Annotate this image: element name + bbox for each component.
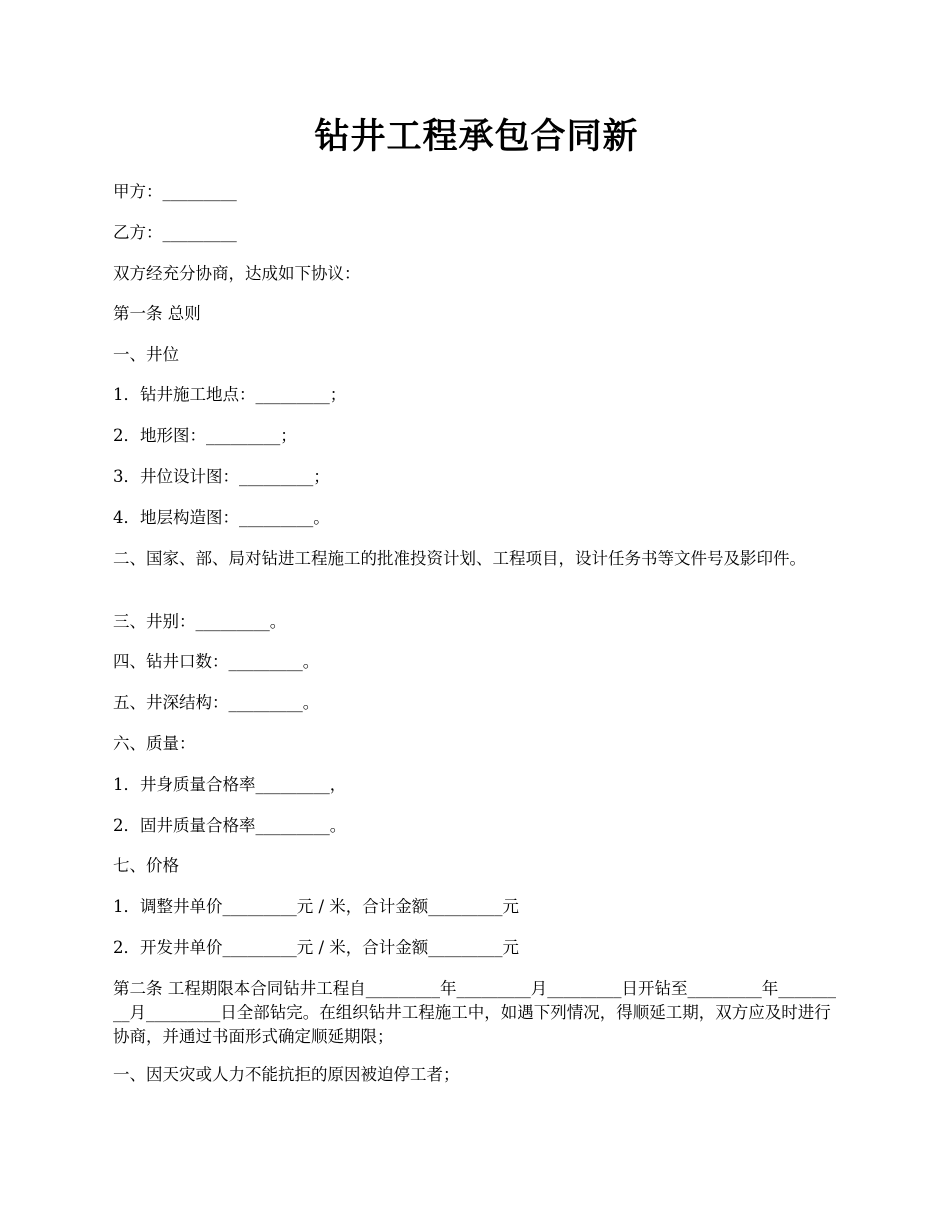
item-well-design-map: 3．井位设计图：_________； (113, 467, 330, 486)
item-wellbore-quality: 1．井身质量合格率_________， (113, 775, 347, 794)
item-force-majeure: 一、因天灾或人力不能抗拒的原因被迫停工者； (113, 1065, 460, 1084)
item-topographic-map: 2．地形图：_________； (113, 426, 297, 445)
party-b-line: 乙方：_________ (113, 223, 237, 242)
item-drilling-site: 1．钻井施工地点：_________； (113, 385, 347, 404)
article-1-heading: 第一条 总则 (113, 304, 201, 323)
article-2-term: 第二条 工程期限本合同钻井工程自_________年_________月_________日开钻至_________年_________月_________日全部钻完。在组织钻井工程施工中，如遇下列情况，得顺延工期，双方应及时进行协商，并通过书面形式确定顺延期限； (113, 979, 836, 1046)
section-well-type: 三、井别：_________。 (113, 612, 287, 631)
document-title: 钻井工程承包合同新 (314, 116, 639, 157)
section-approvals: 二、国家、部、局对钻进工程施工的批准投资计划、工程项目，设计任务书等文件号及影印件。 (113, 549, 806, 568)
item-development-well-price: 2．开发井单价_________元 / 米，合计金额_________元 (113, 938, 520, 957)
party-a-line: 甲方：_________ (113, 182, 237, 201)
section-well-location: 一、井位 (113, 345, 179, 364)
item-stratigraphic-map: 4．地层构造图：_________。 (113, 508, 330, 527)
item-cementing-quality: 2．固井质量合格率_________。 (113, 816, 347, 835)
section-well-count: 四、钻井口数：_________。 (113, 652, 320, 671)
section-price: 七、价格 (113, 856, 179, 875)
section-quality: 六、质量： (113, 734, 196, 753)
section-well-depth: 五、井深结构：_________。 (113, 693, 320, 712)
agreement-intro: 双方经充分协商，达成如下协议： (113, 264, 361, 283)
item-adjustment-well-price: 1．调整井单价_________元 / 米，合计金额_________元 (113, 897, 520, 916)
